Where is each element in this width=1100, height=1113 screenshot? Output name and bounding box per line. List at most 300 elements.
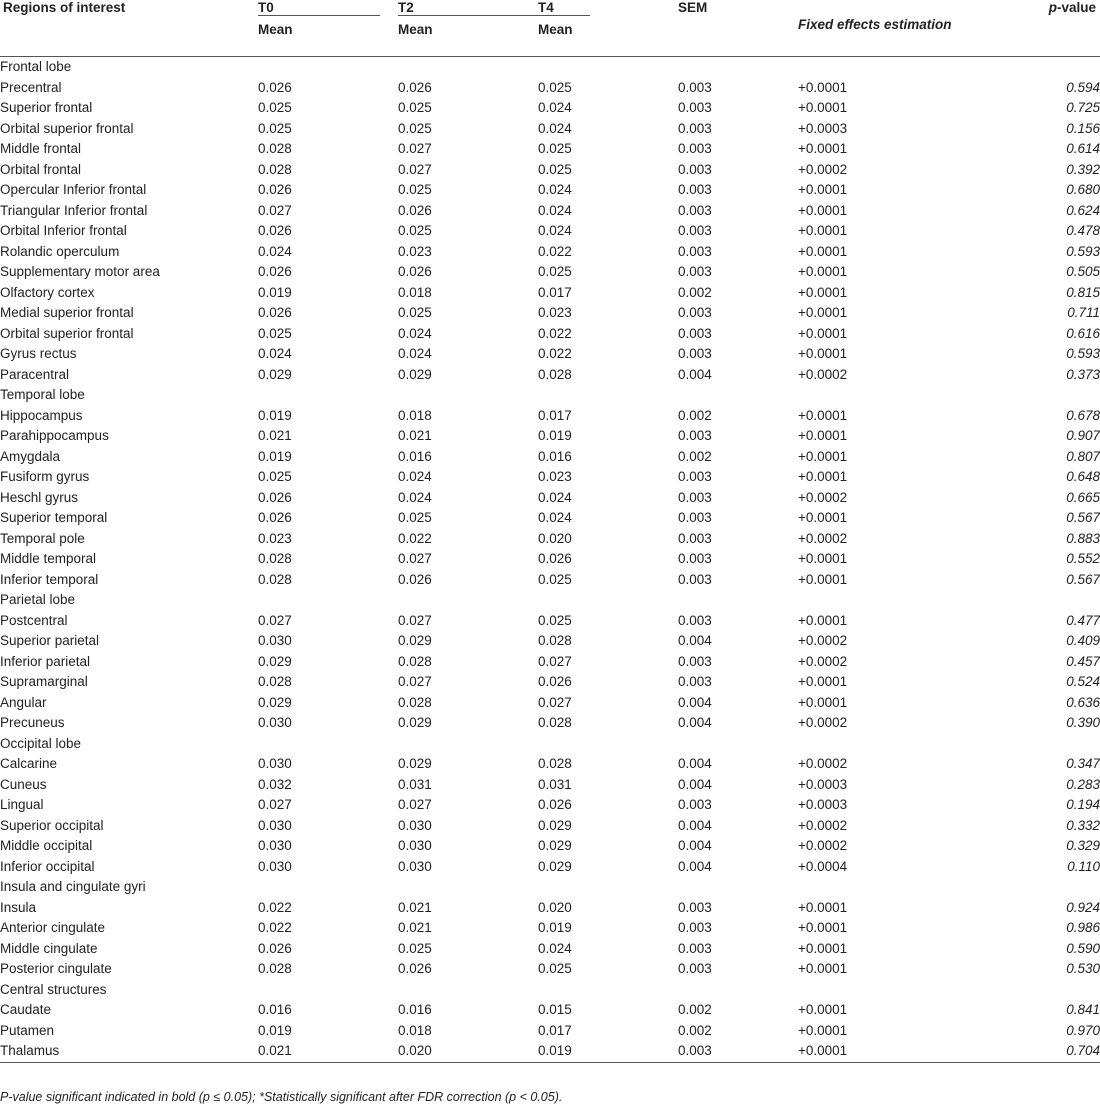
cell-t2: 0.027: [398, 797, 432, 812]
cell-fe: +0.0002: [798, 489, 848, 505]
cell-t4: 0.024: [538, 120, 572, 136]
cell-p: 0.636: [1066, 694, 1100, 710]
cell-sem: 0.003: [678, 202, 712, 218]
cell-t4: 0.019: [538, 920, 572, 935]
cell-t4: 0.024: [538, 489, 572, 505]
cell-fe: +0.0001: [798, 305, 848, 320]
cell-t0: 0.027: [258, 612, 292, 628]
cell-sem: 0.003: [678, 346, 712, 361]
cell-t0: 0.029: [258, 366, 292, 382]
cell-t2: 0.018: [398, 284, 432, 300]
region-name: Inferior occipital: [0, 858, 95, 874]
cell-t2: 0.030: [398, 817, 432, 833]
cell-fe: +0.0001: [798, 79, 848, 95]
cell-t2: 0.021: [398, 428, 432, 443]
region-name: Inferior temporal: [0, 571, 99, 587]
cell-t4: 0.029: [538, 838, 572, 853]
cell-sem: 0.003: [678, 571, 712, 587]
cell-t4: 0.025: [538, 161, 572, 177]
cell-sem: 0.003: [678, 182, 712, 197]
header-regions: Regions of interest: [3, 0, 126, 15]
cell-t0: 0.028: [258, 551, 292, 566]
cell-p: 0.624: [1066, 202, 1100, 218]
cell-t4: 0.024: [538, 100, 572, 115]
header-sem: SEM: [678, 0, 708, 15]
cell-t4: 0.019: [538, 428, 572, 443]
cell-t2: 0.029: [398, 756, 432, 771]
table-row: [0, 139, 1100, 160]
cell-sem: 0.003: [678, 469, 712, 484]
region-name: Superior occipital: [0, 817, 104, 833]
cell-t2: 0.021: [398, 920, 432, 935]
table-row: [0, 508, 1100, 529]
cell-t0: 0.025: [258, 325, 292, 341]
table-row: [0, 180, 1100, 201]
cell-fe: +0.0001: [798, 571, 848, 587]
cell-p: 0.530: [1066, 961, 1100, 976]
cell-t0: 0.026: [258, 79, 292, 95]
cell-t0: 0.025: [258, 469, 292, 484]
cell-t4: 0.026: [538, 797, 572, 812]
cell-t4: 0.017: [538, 407, 572, 423]
cell-t0: 0.019: [258, 407, 292, 423]
cell-p: 0.477: [1066, 612, 1100, 628]
cell-fe: +0.0002: [798, 366, 848, 382]
header-mean-t0: Mean: [258, 22, 293, 37]
cell-fe: +0.0002: [798, 633, 848, 648]
cell-p: 0.986: [1066, 920, 1100, 935]
cell-t0: 0.022: [258, 899, 292, 915]
table-row: [0, 918, 1100, 939]
cell-t0: 0.029: [258, 694, 292, 710]
cell-t4: 0.024: [538, 510, 572, 525]
cell-p: 0.332: [1066, 817, 1100, 833]
table-row: [0, 78, 1100, 99]
cell-sem: 0.002: [678, 1002, 712, 1017]
cell-t4: 0.025: [538, 79, 572, 95]
table-row: [0, 672, 1100, 693]
region-name: Middle occipital: [0, 838, 93, 853]
group-label: Occipital lobe: [0, 735, 82, 751]
cell-fe: +0.0001: [798, 428, 848, 443]
cell-sem: 0.002: [678, 284, 712, 300]
cell-sem: 0.003: [678, 428, 712, 443]
cell-t2: 0.028: [398, 694, 432, 710]
cell-t2: 0.018: [398, 407, 432, 423]
cell-t2: 0.027: [398, 612, 432, 628]
group-row: [0, 57, 1100, 78]
cell-t4: 0.028: [538, 715, 572, 730]
cell-t4: 0.028: [538, 366, 572, 382]
cell-p: 0.457: [1066, 653, 1100, 669]
cell-fe: +0.0001: [798, 920, 848, 935]
table-row: [0, 816, 1100, 837]
region-name: Rolandic operculum: [0, 243, 120, 259]
cell-fe: +0.0001: [798, 325, 848, 341]
cell-t4: 0.017: [538, 284, 572, 300]
header-t4: T4: [538, 0, 678, 22]
cell-t4: 0.024: [538, 940, 572, 956]
cell-sem: 0.003: [678, 120, 712, 136]
cell-fe: +0.0002: [798, 653, 848, 669]
cell-t2: 0.027: [398, 674, 432, 689]
cell-p: 0.590: [1066, 940, 1100, 956]
table-row: [0, 795, 1100, 816]
region-name: Insula: [0, 899, 37, 915]
cell-t4: 0.029: [538, 858, 572, 874]
table-row: [0, 754, 1100, 775]
cell-t2: 0.029: [398, 366, 432, 382]
cell-t4: 0.015: [538, 1002, 572, 1017]
cell-p: 0.567: [1066, 510, 1100, 525]
cell-sem: 0.003: [678, 510, 712, 525]
cell-t2: 0.026: [398, 202, 432, 218]
cell-t0: 0.028: [258, 141, 292, 156]
cell-fe: +0.0001: [798, 694, 848, 710]
cell-p: 0.567: [1066, 571, 1100, 587]
cell-sem: 0.003: [678, 612, 712, 628]
cell-sem: 0.003: [678, 264, 712, 279]
cell-fe: +0.0001: [798, 264, 848, 279]
cell-p: 0.373: [1066, 366, 1100, 382]
region-name: Supramarginal: [0, 674, 88, 689]
header-t0: T0: [258, 0, 398, 22]
group-row: [0, 385, 1100, 406]
cell-t4: 0.017: [538, 1022, 572, 1038]
cell-fe: +0.0001: [798, 612, 848, 628]
cell-p: 0.614: [1066, 141, 1100, 156]
cell-t2: 0.025: [398, 305, 432, 320]
region-name: Temporal pole: [0, 530, 85, 546]
table-row: [0, 529, 1100, 550]
cell-sem: 0.003: [678, 653, 712, 669]
cell-t0: 0.019: [258, 284, 292, 300]
cell-t0: 0.022: [258, 920, 292, 935]
cell-sem: 0.004: [678, 838, 712, 853]
table-row: [0, 221, 1100, 242]
cell-sem: 0.003: [678, 79, 712, 95]
cell-t0: 0.026: [258, 510, 292, 525]
cell-t0: 0.024: [258, 346, 292, 361]
cell-sem: 0.004: [678, 366, 712, 382]
cell-t2: 0.027: [398, 551, 432, 566]
cell-t2: 0.031: [398, 776, 432, 792]
cell-t2: 0.025: [398, 510, 432, 525]
region-name: Inferior parietal: [0, 653, 91, 669]
cell-p: 0.390: [1066, 715, 1100, 730]
cell-sem: 0.003: [678, 551, 712, 566]
cell-p: 0.725: [1066, 100, 1100, 115]
cell-t4: 0.025: [538, 961, 572, 976]
cell-p: 0.970: [1066, 1022, 1100, 1038]
cell-fe: +0.0001: [798, 182, 848, 197]
cell-t2: 0.029: [398, 715, 432, 730]
region-name: Superior frontal: [0, 100, 93, 115]
group-label: Insula and cingulate gyri: [0, 879, 146, 894]
cell-p: 0.883: [1066, 530, 1100, 546]
cell-p: 0.392: [1066, 161, 1100, 177]
table-row: [0, 611, 1100, 632]
cell-t0: 0.030: [258, 715, 292, 730]
cell-t2: 0.029: [398, 633, 432, 648]
table-footnote: P-value significant indicated in bold (p ≤ 0.05); *Statistically significant after FDR correction (p < 0.05).: [0, 1090, 563, 1104]
group-label: Frontal lobe: [0, 59, 72, 74]
cell-sem: 0.003: [678, 100, 712, 115]
cell-sem: 0.004: [678, 817, 712, 833]
region-name: Opercular Inferior frontal: [0, 182, 147, 197]
group-row: [0, 590, 1100, 611]
cell-fe: +0.0001: [798, 243, 848, 259]
cell-sem: 0.003: [678, 674, 712, 689]
cell-sem: 0.004: [678, 858, 712, 874]
cell-p: 0.194: [1066, 797, 1100, 812]
table-header: [0, 0, 1100, 57]
cell-p: 0.347: [1066, 756, 1100, 771]
cell-t4: 0.022: [538, 346, 572, 361]
region-name: Precentral: [0, 79, 62, 95]
cell-t2: 0.025: [398, 120, 432, 136]
cell-t0: 0.027: [258, 797, 292, 812]
group-row: [0, 734, 1100, 755]
cell-p: 0.711: [1067, 305, 1100, 320]
cell-sem: 0.004: [678, 694, 712, 710]
cell-sem: 0.004: [678, 633, 712, 648]
cell-t0: 0.030: [258, 756, 292, 771]
region-name: Posterior cingulate: [0, 961, 112, 976]
cell-t4: 0.025: [538, 141, 572, 156]
region-name: Angular: [0, 694, 47, 710]
table-row: [0, 857, 1100, 878]
header-t2: T2: [398, 0, 538, 22]
cell-fe: +0.0001: [798, 551, 848, 566]
cell-sem: 0.003: [678, 920, 712, 935]
table-row: [0, 1041, 1100, 1062]
cell-t2: 0.030: [398, 838, 432, 853]
cell-p: 0.594: [1066, 79, 1100, 95]
cell-t0: 0.019: [258, 1022, 292, 1038]
cell-t2: 0.025: [398, 100, 432, 115]
cell-t2: 0.026: [398, 961, 432, 976]
region-name: Olfactory cortex: [0, 284, 95, 300]
cell-fe: +0.0002: [798, 161, 848, 177]
region-name: Calcarine: [0, 756, 58, 771]
region-name: Amygdala: [0, 448, 61, 464]
table-row: [0, 119, 1100, 140]
cell-sem: 0.003: [678, 161, 712, 177]
table-row: [0, 939, 1100, 960]
cell-sem: 0.004: [678, 756, 712, 771]
cell-sem: 0.003: [678, 797, 712, 812]
cell-t0: 0.032: [258, 776, 292, 792]
header-mean-t2: Mean: [398, 22, 433, 37]
cell-sem: 0.003: [678, 530, 712, 546]
cell-t0: 0.019: [258, 448, 292, 464]
cell-sem: 0.003: [678, 899, 712, 915]
cell-t2: 0.026: [398, 79, 432, 95]
cell-sem: 0.004: [678, 776, 712, 792]
cell-fe: +0.0002: [798, 756, 848, 771]
table-row: [0, 98, 1100, 119]
table-row: [0, 631, 1100, 652]
cell-fe: +0.0001: [798, 940, 848, 956]
table-row: [0, 549, 1100, 570]
cell-t4: 0.022: [538, 325, 572, 341]
region-name: Supplementary motor area: [0, 264, 160, 279]
cell-p: 0.329: [1066, 838, 1100, 853]
cell-t4: 0.027: [538, 653, 572, 669]
cell-t4: 0.029: [538, 817, 572, 833]
cell-fe: +0.0004: [798, 858, 848, 874]
cell-p: 0.409: [1066, 633, 1100, 648]
cell-t4: 0.016: [538, 448, 572, 464]
table-row: [0, 467, 1100, 488]
cell-p: 0.907: [1066, 428, 1100, 443]
cell-t2: 0.025: [398, 223, 432, 238]
region-name: Orbital superior frontal: [0, 120, 134, 136]
group-label: Parietal lobe: [0, 592, 76, 607]
cell-t2: 0.024: [398, 489, 432, 505]
cell-p: 0.616: [1066, 325, 1100, 341]
cell-sem: 0.003: [678, 1041, 798, 1062]
cell-sem: 0.002: [678, 1022, 712, 1038]
cell-t2: 0.025: [398, 182, 432, 197]
table-row: [0, 1000, 1100, 1021]
header-fixed-effects: Fixed effects estimation: [798, 17, 952, 32]
cell-p: 0.665: [1066, 489, 1100, 505]
cell-t0: 0.028: [258, 571, 292, 587]
cell-t0: 0.029: [258, 653, 292, 669]
cell-t0: 0.024: [258, 243, 292, 259]
cell-p: 0.678: [1066, 407, 1100, 423]
cell-t4: 0.020: [538, 530, 572, 546]
table-row: [0, 262, 1100, 283]
cell-sem: 0.003: [678, 489, 712, 505]
region-name: Orbital frontal: [0, 161, 82, 177]
cell-p: 0.156: [1066, 120, 1100, 136]
cell-fe: +0.0003: [798, 776, 848, 792]
table-row: [0, 447, 1100, 468]
region-name: Paracentral: [0, 366, 70, 382]
cell-p: 0.524: [1066, 674, 1100, 689]
cell-t0: 0.030: [258, 633, 292, 648]
cell-fe: +0.0001: [798, 407, 848, 423]
region-name: Putamen: [0, 1022, 55, 1038]
cell-t2: 0.021: [398, 899, 432, 915]
cell-fe: +0.0001: [798, 100, 848, 115]
cell-t4: 0.031: [538, 776, 572, 792]
cell-p: 0.478: [1066, 223, 1100, 238]
cell-t2: 0.020: [398, 1041, 538, 1062]
cell-sem: 0.003: [678, 961, 712, 976]
table-row: [0, 160, 1100, 181]
region-name: Orbital superior frontal: [0, 325, 134, 341]
cell-t4: 0.022: [538, 243, 572, 259]
cell-t0: 0.026: [258, 182, 292, 197]
table-row: [0, 775, 1100, 796]
cell-t0: 0.028: [258, 161, 292, 177]
group-row: [0, 877, 1100, 898]
cell-p: 0.283: [1066, 776, 1100, 792]
cell-t2: 0.016: [398, 448, 432, 464]
table-row: [0, 242, 1100, 263]
cell-p: 0.593: [1066, 346, 1100, 361]
cell-sem: 0.003: [678, 305, 712, 320]
table-row: [0, 652, 1100, 673]
region-name: Gyrus rectus: [0, 346, 77, 361]
region-name: Hippocampus: [0, 407, 83, 423]
cell-t0: 0.021: [258, 1041, 398, 1062]
cell-fe: +0.0001: [798, 202, 848, 218]
cell-t2: 0.027: [398, 161, 432, 177]
cell-t4: 0.024: [538, 182, 572, 197]
cell-fe: +0.0001: [798, 284, 848, 300]
cell-p: 0.807: [1066, 448, 1100, 464]
region-name: Middle temporal: [0, 551, 97, 566]
cell-t2: 0.016: [398, 1002, 432, 1017]
cell-t4: 0.026: [538, 551, 572, 566]
cell-p: 0.110: [1067, 858, 1100, 874]
cell-t4: 0.023: [538, 469, 572, 484]
cell-t2: 0.030: [398, 858, 432, 874]
table-row: [0, 570, 1100, 591]
table-row: [0, 283, 1100, 304]
table-row: [0, 488, 1100, 509]
table-row: [0, 324, 1100, 345]
cell-t4: 0.024: [538, 202, 572, 218]
region-name: Heschl gyrus: [0, 489, 79, 505]
cell-t4: 0.020: [538, 899, 572, 915]
region-name: Fusiform gyrus: [0, 469, 90, 484]
cell-t4: 0.025: [538, 612, 572, 628]
cell-t0: 0.026: [258, 223, 292, 238]
cell-sem: 0.003: [678, 940, 712, 956]
region-name: Thalamus: [0, 1041, 258, 1062]
cell-fe: +0.0003: [798, 797, 848, 812]
region-name: Postcentral: [0, 612, 68, 628]
region-name: Middle cingulate: [0, 940, 98, 956]
region-name: Caudate: [0, 1002, 52, 1017]
cell-sem: 0.003: [678, 223, 712, 238]
cell-fe: +0.0001: [798, 510, 848, 525]
group-label: Central structures: [0, 981, 107, 997]
cell-fe: +0.0001: [798, 223, 848, 238]
cell-t2: 0.026: [398, 571, 432, 587]
cell-p: 0.552: [1066, 551, 1100, 566]
cell-p: 0.593: [1066, 243, 1100, 259]
cell-t0: 0.026: [258, 305, 292, 320]
cell-p: 0.680: [1066, 182, 1100, 197]
table-row: [0, 344, 1100, 365]
table-row: [0, 713, 1100, 734]
cell-t4: 0.024: [538, 223, 572, 238]
cell-t4: 0.028: [538, 633, 572, 648]
cell-t4: 0.019: [538, 1041, 678, 1062]
cell-t0: 0.027: [258, 202, 292, 218]
cell-t0: 0.030: [258, 858, 292, 874]
cell-t0: 0.025: [258, 120, 292, 136]
cell-sem: 0.003: [678, 243, 712, 259]
cell-t0: 0.026: [258, 489, 292, 505]
cell-t2: 0.022: [398, 530, 432, 546]
cell-sem: 0.002: [678, 407, 712, 423]
cell-t0: 0.023: [258, 530, 292, 546]
table-row: [0, 959, 1100, 980]
cell-fe: +0.0001: [798, 674, 848, 689]
cell-fe: +0.0002: [798, 530, 848, 546]
cell-p: 0.924: [1066, 899, 1100, 915]
cell-p: 0.841: [1066, 1002, 1100, 1017]
header-pvalue: p-value: [1048, 0, 1096, 15]
